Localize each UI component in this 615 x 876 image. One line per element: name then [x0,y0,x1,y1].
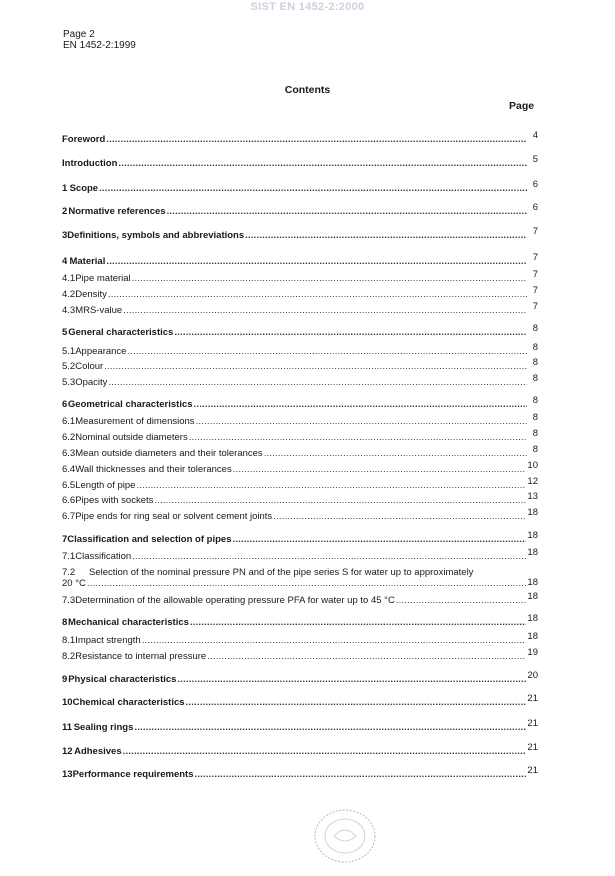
leader-dots [134,722,526,733]
toc-entry-number: 6.7 [62,511,76,522]
toc-entry-page: 6 [532,202,538,213]
leader-dots [233,464,527,475]
toc-entry-number: 8 [62,617,68,628]
toc-entry-number: 10 [62,697,73,708]
toc-entry-number: 7.1 [62,551,76,562]
leader-dots [154,495,526,506]
toc-entry-page: 10 [527,460,538,471]
leader-dots [174,327,527,338]
leader-dots [108,289,527,300]
toc-entry-page: 13 [527,491,538,502]
leader-dots [118,158,527,169]
toc-entry-title: Sealing rings [73,722,134,733]
toc-entry-title: Classification [75,551,132,562]
toc-entry-number: 5.3 [62,377,76,388]
toc-entry-title: Pipe material [75,273,131,284]
leader-dots [207,651,526,662]
toc-entry[interactable] [62,373,538,388]
toc-entry-title: Selection of the nominal pressure PN and of the pipe series S for water up to approximately [89,567,474,578]
toc-entry-title: Adhesives [74,746,122,757]
toc-entry-number: 7 [62,534,68,545]
toc-entry-title: MRS-value [75,305,123,316]
leader-dots [232,534,526,545]
toc-entry-title: Length of pipe [75,480,136,491]
toc-entry[interactable] [62,491,538,506]
contents-title: Contents [284,84,331,96]
toc-entry-number: 4.3 [62,305,76,316]
toc-entry[interactable] [62,718,538,733]
toc-entry-page: 21 [527,693,538,704]
leader-dots [123,305,527,316]
toc-entry[interactable] [62,591,538,606]
watermark: SIST EN 1452-2:2000 [250,1,365,13]
toc-entry-number: 9 [62,674,68,685]
toc-entry-page: 21 [527,742,538,753]
toc-entry-page: 20 [527,670,538,681]
leader-dots [127,346,527,357]
toc-entry-title: Opacity [75,377,108,388]
leader-dots [186,697,527,708]
toc-entry-number: 5 [62,327,68,338]
toc-entry[interactable] [62,285,538,300]
toc-entry[interactable] [62,647,538,662]
leader-dots [396,595,527,606]
toc-entry[interactable] [62,613,538,628]
toc-entry-title-continued: 20 °C [62,578,86,589]
toc-entry-page: 4 [532,130,538,141]
toc-entry-page: 21 [527,765,538,776]
page-number: Page 2 [63,29,95,40]
leader-dots [104,361,527,372]
toc-entry[interactable] [62,507,538,522]
toc-entry-number: 7.3 [62,595,76,606]
toc-entry-number: 6.3 [62,448,76,459]
toc-entry-page: 6 [532,179,538,190]
toc-entry[interactable] [62,412,538,427]
toc-entry[interactable] [62,179,538,194]
leader-dots [87,578,527,589]
toc-entry[interactable] [62,742,538,757]
toc-entry[interactable] [62,202,538,217]
leader-dots [245,230,527,241]
toc-entry[interactable] [62,395,538,410]
toc-entry-number: 8.1 [62,635,76,646]
toc-entry-page: 18 [527,577,538,588]
toc-entry-title: Determination of the allowable operating pressure PFA for water up to 45 °C [75,595,395,606]
toc-entry-title: Performance requirements [72,769,194,780]
toc-entry-page: 18 [527,631,538,642]
toc-entry-title: Appearance [75,346,127,357]
toc-entry-title: Pipe ends for ring seal or solvent cement joints [75,511,273,522]
toc-entry-page: 18 [527,613,538,624]
toc-entry-number: 4 [62,256,68,267]
toc-entry[interactable] [62,428,538,443]
toc-entry-title: Classification and selection of pipes [67,534,232,545]
leader-dots [99,183,527,194]
toc-entry-title: Normative references [68,206,166,217]
toc-entry-title: Wall thicknesses and their tolerances [75,464,232,475]
toc-entry[interactable] [62,670,538,685]
toc-entry-page: 8 [532,444,538,455]
toc-entry-number: 13 [62,769,73,780]
toc-entry-number: 6 [62,399,68,410]
toc-entry-number: 6.5 [62,480,76,491]
toc-entry-page: 8 [532,357,538,368]
toc-entry-title: Introduction [62,158,118,169]
toc-entry-title: Pipes with sockets [75,495,154,506]
toc-entry[interactable] [62,547,538,562]
leader-dots [108,377,527,388]
standard-code: EN 1452-2:1999 [63,40,136,51]
toc-entry-title: Impact strength [75,635,141,646]
page-column-label: Page [509,100,535,112]
toc-entry-number: 6.2 [62,432,76,443]
table-of-contents [62,0,538,876]
toc-entry-title: Mean outside diameters and their tolerances [75,448,263,459]
toc-entry-number: 6.6 [62,495,76,506]
toc-entry-page: 7 [532,285,538,296]
leader-dots [190,617,527,628]
leader-dots [167,206,527,217]
leader-dots [273,511,526,522]
toc-entry-number: 8.2 [62,651,76,662]
toc-entry[interactable] [62,342,538,357]
toc-entry-page: 7 [532,301,538,312]
toc-entry[interactable] [62,301,538,316]
leader-dots [196,416,527,427]
leader-dots [195,769,527,780]
toc-entry[interactable] [62,323,538,338]
toc-entry-page: 8 [532,412,538,423]
leader-dots [132,551,526,562]
toc-entry-number: 2 [62,206,68,217]
toc-entry-number: 11 [62,722,73,733]
toc-entry[interactable] [62,226,538,241]
toc-entry-title: Foreword [62,134,106,145]
toc-entry-title: Physical characteristics [68,674,177,685]
leader-dots [136,480,526,491]
leader-dots [189,432,527,443]
toc-entry[interactable] [62,269,538,284]
leader-dots [106,134,527,145]
toc-entry-number: 6.4 [62,464,76,475]
toc-entry-page: 8 [532,395,538,406]
toc-entry-number: 1 [62,183,68,194]
toc-entry-page: 19 [527,647,538,658]
toc-entry-title: Measurement of dimensions [75,416,195,427]
toc-entry-title: General characteristics [68,327,174,338]
leader-dots [177,674,526,685]
toc-entry-title: Material [69,256,106,267]
toc-entry-number: 5.1 [62,346,76,357]
toc-entry-page: 8 [532,373,538,384]
toc-entry-page: 18 [527,530,538,541]
leader-dots [106,256,527,267]
toc-entry-number: 5.2 [62,361,76,372]
leader-dots [142,635,527,646]
toc-entry[interactable] [62,567,538,589]
toc-entry[interactable] [62,765,538,780]
toc-entry[interactable] [62,476,538,491]
toc-entry-number: 3 [62,230,68,241]
leader-dots [264,448,527,459]
leader-dots [132,273,527,284]
toc-entry[interactable] [62,252,538,267]
toc-entry[interactable] [62,693,538,708]
toc-entry-page: 12 [527,476,538,487]
toc-entry[interactable] [62,357,538,372]
toc-entry[interactable] [62,460,538,475]
toc-entry-title: Definitions, symbols and abbreviations [67,230,245,241]
toc-entry-title: Resistance to internal pressure [75,651,207,662]
toc-entry-title: Mechanical characteristics [67,617,189,628]
toc-entry-page: 7 [532,226,538,237]
toc-entry-title: Chemical characteristics [72,697,185,708]
toc-entry-page: 18 [527,591,538,602]
toc-entry[interactable] [62,530,538,545]
leader-dots [123,746,527,757]
toc-entry-title: Density [75,289,107,300]
toc-entry-number: 7.2 [62,567,76,578]
toc-entry-page: 21 [527,718,538,729]
toc-entry-page: 18 [527,547,538,558]
toc-entry[interactable] [62,154,538,169]
toc-entry-page: 18 [527,507,538,518]
toc-entry-page: 5 [532,154,538,165]
seal-stamp-icon [312,806,378,866]
toc-entry-number: 6.1 [62,416,76,427]
toc-entry[interactable] [62,631,538,646]
toc-entry-number: 4.2 [62,289,76,300]
toc-entry-page: 7 [532,252,538,263]
toc-entry-number: 12 [62,746,73,757]
toc-entry-title: Nominal outside diameters [75,432,188,443]
toc-entry-page: 7 [532,269,538,280]
toc-entry[interactable] [62,444,538,459]
toc-entry-page: 8 [532,342,538,353]
toc-entry-title: Colour [75,361,104,372]
toc-entry-page: 8 [532,323,538,334]
leader-dots [194,399,527,410]
toc-entry[interactable] [62,130,538,145]
toc-entry-title: Geometrical characteristics [67,399,193,410]
toc-entry-title: Scope [69,183,99,194]
toc-entry-number: 4.1 [62,273,76,284]
toc-entry-page: 8 [532,428,538,439]
